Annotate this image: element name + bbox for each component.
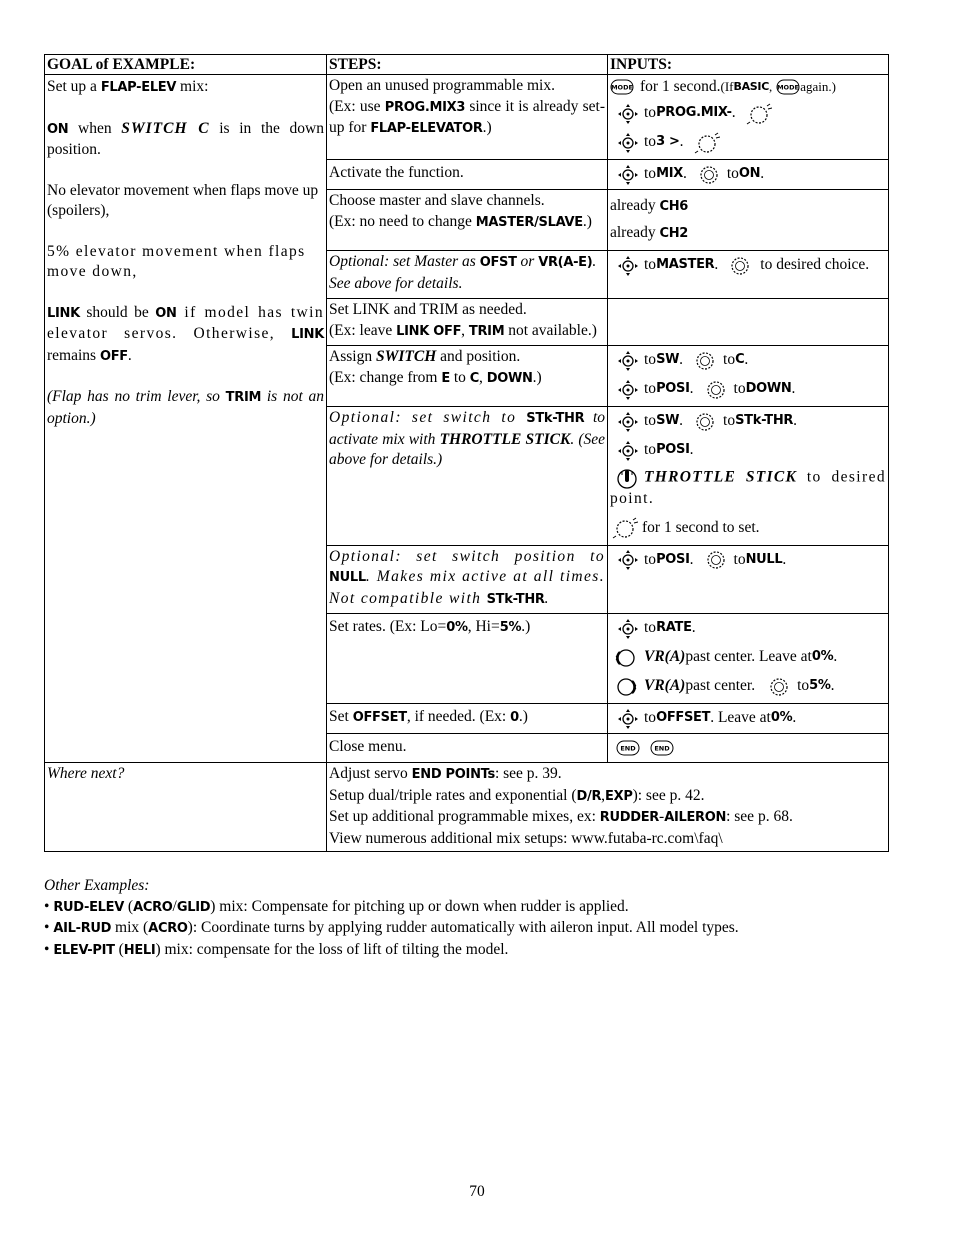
dial-press-icon	[694, 132, 720, 154]
other-examples-title: Other Examples:	[44, 877, 150, 894]
cursor-lever-icon	[618, 104, 638, 124]
vr-knob-icon	[614, 647, 638, 669]
where-next-row	[45, 763, 889, 852]
svg-text:MODE: MODE	[611, 83, 633, 92]
list-item: • ELEV-PIT (HELI) mix: compensate for the loss of lift of tilting the model.	[44, 940, 509, 958]
dial-press-icon	[612, 517, 638, 539]
cursor-lever-icon	[618, 550, 638, 570]
table-row	[45, 75, 889, 160]
step-r1: Open an unused programmable mix. (Ex: use PROG.MIX3 since it is already set-up for FLAP-ELEVATOR.)	[327, 75, 608, 160]
instruction-table	[44, 54, 889, 852]
step-r4: Optional: set Master as OFST or VR(A-E). See above for details.	[327, 251, 608, 299]
table-header-row	[45, 55, 889, 75]
input-r2: to MIX . to ON .	[608, 160, 889, 190]
cursor-lever-icon	[618, 165, 638, 185]
header-steps: STEPS:	[327, 55, 608, 75]
step-r3: Choose master and slave channels. (Ex: no need to change MASTER/SLAVE.)	[327, 190, 608, 251]
dial-icon	[730, 256, 750, 276]
input-r7: to SW . to STk-THR . to POSI . THROTTLE STICK to desired point. for 1 second to set.	[608, 407, 889, 546]
step-r10: Set OFFSET, if needed. (Ex: 0.)	[327, 704, 608, 734]
end-button-icon	[616, 740, 640, 756]
dial-icon	[695, 412, 715, 432]
input-r3: already CH6 already CH2	[608, 190, 889, 251]
where-next-label: Where next?	[45, 763, 327, 852]
mode-button-icon	[776, 79, 800, 95]
cursor-lever-icon	[618, 133, 638, 153]
step-r2: Activate the function.	[327, 160, 608, 190]
cursor-lever-icon	[618, 256, 638, 276]
step-r7: Optional: set switch to STk-THR to activate mix with THROTTLE STICK. (See above for details.)	[327, 407, 608, 546]
dial-icon	[706, 380, 726, 400]
list-item: • AIL-RUD mix (ACRO): Coordinate turns by applying rudder automatically with aileron input. All model types.	[44, 919, 739, 936]
step-r8: Optional: set switch position to NULL. Makes mix active at all times. Not compatible with STk-THR.	[327, 545, 608, 614]
input-r5-empty	[608, 299, 889, 346]
list-item: • RUD-ELEV (ACRO/GLID) mix: Compensate for pitching up or down when rudder is applied.	[44, 897, 629, 915]
header-goal: GOAL of EXAMPLE:	[45, 55, 327, 75]
other-examples	[44, 876, 739, 961]
input-r8: to POSI . to NULL .	[608, 545, 889, 614]
step-r11: Close menu.	[327, 734, 608, 763]
goal-p5: LINK should be ON if model has twin elevator servos. Otherwise, LINK remains OFF.	[47, 303, 324, 364]
vr-knob-icon	[614, 676, 638, 698]
step-r6: Assign SWITCH and position. (Ex: change from E to C, DOWN.)	[327, 346, 608, 407]
dial-icon	[695, 351, 715, 371]
step-r9: Set rates. (Ex: Lo=0%, Hi=5%.)	[327, 614, 608, 704]
input-r9: to RATE . VR(A) past center. Leave at 0% . VR(A) past center. to 5% .	[608, 614, 889, 704]
cursor-lever-icon	[618, 441, 638, 461]
faq-link-text: View numerous additional mix setups: www.futaba-rc.com\faq\	[329, 829, 723, 847]
throttle-stick-icon	[616, 467, 638, 489]
cursor-lever-icon	[618, 709, 638, 729]
page-number: 70	[469, 1183, 485, 1200]
goal-p6: (Flap has no trim lever, so TRIM is not an option.)	[47, 388, 324, 427]
input-r10: to OFFSET . Leave at 0% .	[608, 704, 889, 734]
header-inputs: INPUTS:	[608, 55, 889, 75]
svg-text:MODE: MODE	[777, 83, 800, 92]
dial-icon	[769, 677, 789, 697]
cursor-lever-icon	[618, 351, 638, 371]
input-r6: to SW . to C . to POSI . to DOWN .	[608, 346, 889, 407]
input-r4: to MASTER . to desired choice.	[608, 251, 889, 299]
input-r11	[608, 734, 889, 763]
goal-p4: 5% elevator movement when flaps move down,	[47, 242, 306, 280]
cursor-lever-icon	[618, 380, 638, 400]
input-r1: MODE for 1 second. (If BASIC , MODE again.) to PROG.MIX- . to 3 > .	[608, 75, 889, 160]
mode-button-icon	[610, 79, 634, 95]
dial-icon	[699, 165, 719, 185]
cursor-lever-icon	[618, 412, 638, 432]
dial-icon	[706, 550, 726, 570]
goal-cell	[45, 75, 327, 763]
cursor-lever-icon	[618, 619, 638, 639]
svg-text:END: END	[620, 744, 636, 753]
where-next-content: Adjust servo END POINTs: see p. 39. Setup dual/triple rates and exponential (D/R,EXP): see p. 42. Set up additional programmable mixes, ex: RUDDER-AILERON: see p. 68. View numerous additional mix setups: www.futaba-rc.com\faq\	[327, 763, 889, 852]
dial-press-icon	[746, 103, 772, 125]
goal-p1: Set up a FLAP-ELEV mix:	[47, 78, 209, 95]
step-r5: Set LINK and TRIM as needed. (Ex: leave LINK OFF, TRIM not available.)	[327, 299, 608, 346]
end-button-icon	[650, 740, 674, 756]
goal-p3: No elevator movement when flaps move up (spoilers),	[47, 181, 319, 219]
svg-text:END: END	[654, 744, 670, 753]
goal-p2: ON when SWITCH C is in the down position.	[47, 119, 324, 158]
